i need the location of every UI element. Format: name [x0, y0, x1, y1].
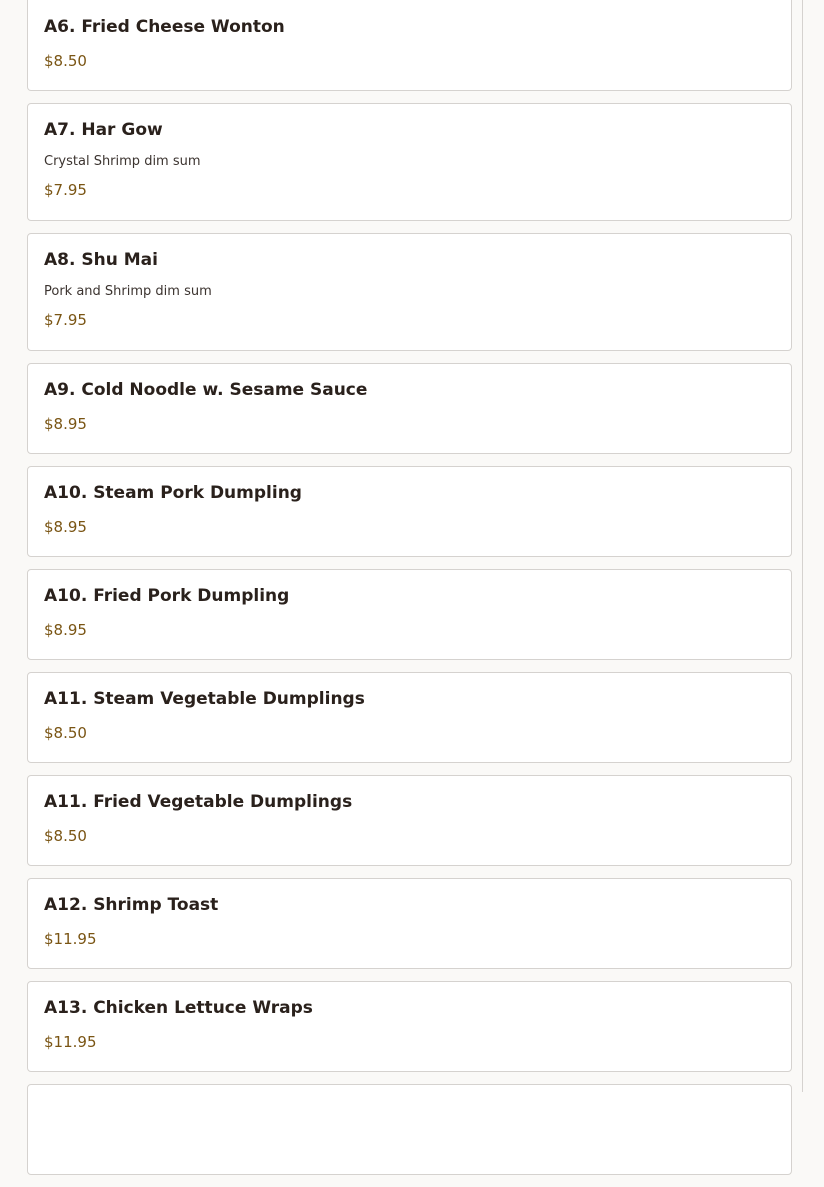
- menu-item-name: A13. Chicken Lettuce Wraps: [44, 998, 313, 1018]
- menu-item-card[interactable]: [27, 569, 792, 660]
- menu-item-name: A8. Shu Mai: [44, 250, 158, 270]
- menu-item-card[interactable]: [27, 466, 792, 557]
- menu-item-card[interactable]: [27, 672, 792, 763]
- menu-item-price: $7.95: [44, 181, 87, 199]
- menu-item-description: Pork and Shrimp dim sum: [44, 284, 212, 299]
- menu-item-name: A10. Steam Pork Dumpling: [44, 483, 302, 503]
- menu-item-name: A11. Fried Vegetable Dumplings: [44, 792, 353, 812]
- menu-item-price: $8.50: [44, 52, 87, 70]
- menu-item-card[interactable]: [27, 0, 792, 91]
- menu-item-price: $8.95: [44, 518, 87, 536]
- menu-item-price: $8.50: [44, 724, 87, 742]
- menu-item-card[interactable]: [27, 103, 792, 221]
- menu-item-card[interactable]: [27, 878, 792, 969]
- menu-item-price: $8.95: [44, 415, 87, 433]
- menu-item-price: $8.95: [44, 621, 87, 639]
- menu-item-name: A9. Cold Noodle w. Sesame Sauce: [44, 380, 368, 400]
- menu-item-price: $8.50: [44, 827, 87, 845]
- menu-item-name: A10. Fried Pork Dumpling: [44, 586, 290, 606]
- menu-item-card[interactable]: [27, 363, 792, 454]
- page-right-border: [802, 0, 803, 1092]
- menu-item-description: Crystal Shrimp dim sum: [44, 154, 201, 169]
- menu-item-name: A7. Har Gow: [44, 120, 163, 140]
- menu-item-card-partial[interactable]: [27, 1084, 792, 1175]
- menu-item-card[interactable]: [27, 981, 792, 1072]
- menu-item-price: $11.95: [44, 1033, 97, 1051]
- menu-item-card[interactable]: [27, 775, 792, 866]
- menu-item-card[interactable]: [27, 233, 792, 351]
- menu-item-name: A6. Fried Cheese Wonton: [44, 17, 285, 37]
- menu-item-price: $11.95: [44, 930, 97, 948]
- menu-item-list: [27, 0, 792, 1187]
- menu-item-name: A11. Steam Vegetable Dumplings: [44, 689, 365, 709]
- menu-item-name: A12. Shrimp Toast: [44, 895, 219, 915]
- menu-item-price: $7.95: [44, 311, 87, 329]
